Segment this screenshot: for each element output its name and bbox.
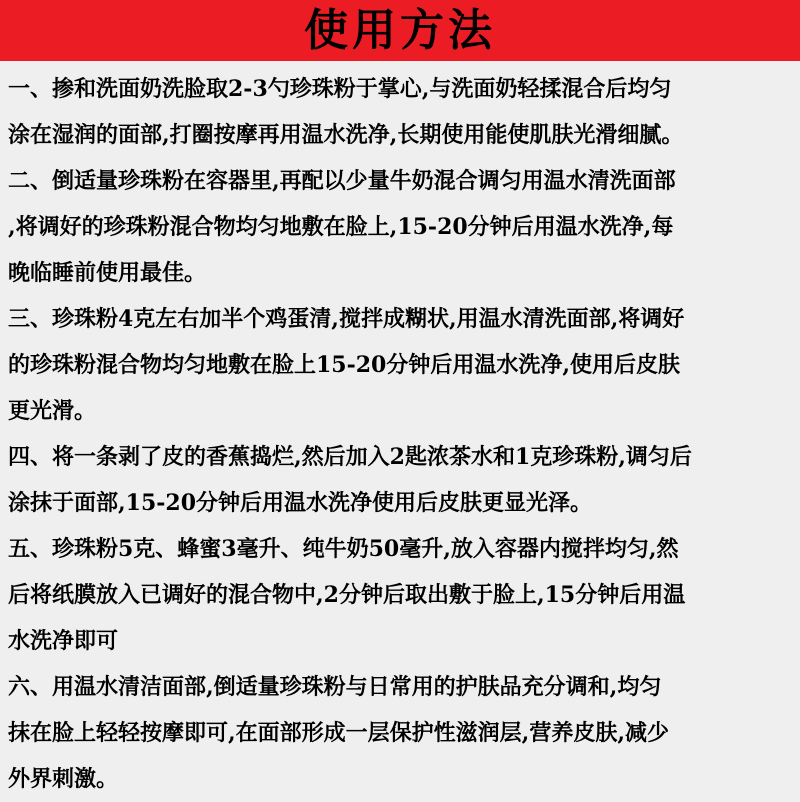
text-line: 更光滑。 [8, 398, 97, 424]
method-paragraph-4 [0, 434, 800, 526]
text-line: 五、珍珠粉5克、蜂蜜3毫升、纯牛奶50毫升,放入容器内搅拌均匀,然 [8, 536, 679, 562]
text-line: 三、珍珠粉4克左右加半个鸡蛋清,搅拌成糊状,用温水清洗面部,将调好 [8, 306, 685, 332]
text-line: 涂在湿润的面部,打圈按摩再用温水洗净,长期使用能使肌肤光滑细腻。 [8, 122, 684, 148]
instructions-body [0, 66, 800, 802]
text-line: 水洗净即可 [8, 628, 119, 654]
text-line: 抹在脸上轻轻按摩即可,在面部形成一层保护性滋润层,营养皮肤,减少 [8, 720, 669, 746]
text-line: 的珍珠粉混合物均匀地敷在脸上15-20分钟后用温水洗净,使用后皮肤 [8, 352, 681, 378]
text-line: 六、用温水清洁面部,倒适量珍珠粉与日常用的护肤品充分调和,均匀 [8, 674, 662, 700]
method-paragraph-6 [0, 664, 800, 802]
text-line: 一、掺和洗面奶洗脸取2-3勺珍珠粉于掌心,与洗面奶轻揉混合后均匀 [8, 76, 672, 102]
text-line: 二、倒适量珍珠粉在容器里,再配以少量牛奶混合调匀用温水清洗面部 [8, 168, 676, 194]
page-title: 使用方法 [304, 4, 496, 56]
method-paragraph-2 [0, 158, 800, 296]
text-line: 涂抹于面部,15-20分钟后用温水洗净使用后皮肤更显光泽。 [8, 490, 593, 516]
text-line: 四、将一条剥了皮的香蕉捣烂,然后加入2匙浓茶水和1克珍珠粉,调匀后 [8, 444, 692, 470]
text-line: 后将纸膜放入已调好的混合物中,2分钟后取出敷于脸上,15分钟后用温 [8, 582, 686, 608]
method-paragraph-3 [0, 296, 800, 434]
text-line: ,将调好的珍珠粉混合物均匀地敷在脸上,15-20分钟后用温水洗净,每 [8, 214, 674, 240]
text-line: 晚临睡前使用最佳。 [8, 260, 207, 286]
text-line: 外界刺激。 [8, 766, 119, 792]
method-paragraph-5 [0, 526, 800, 664]
title-banner [0, 0, 800, 61]
method-paragraph-1 [0, 66, 800, 158]
